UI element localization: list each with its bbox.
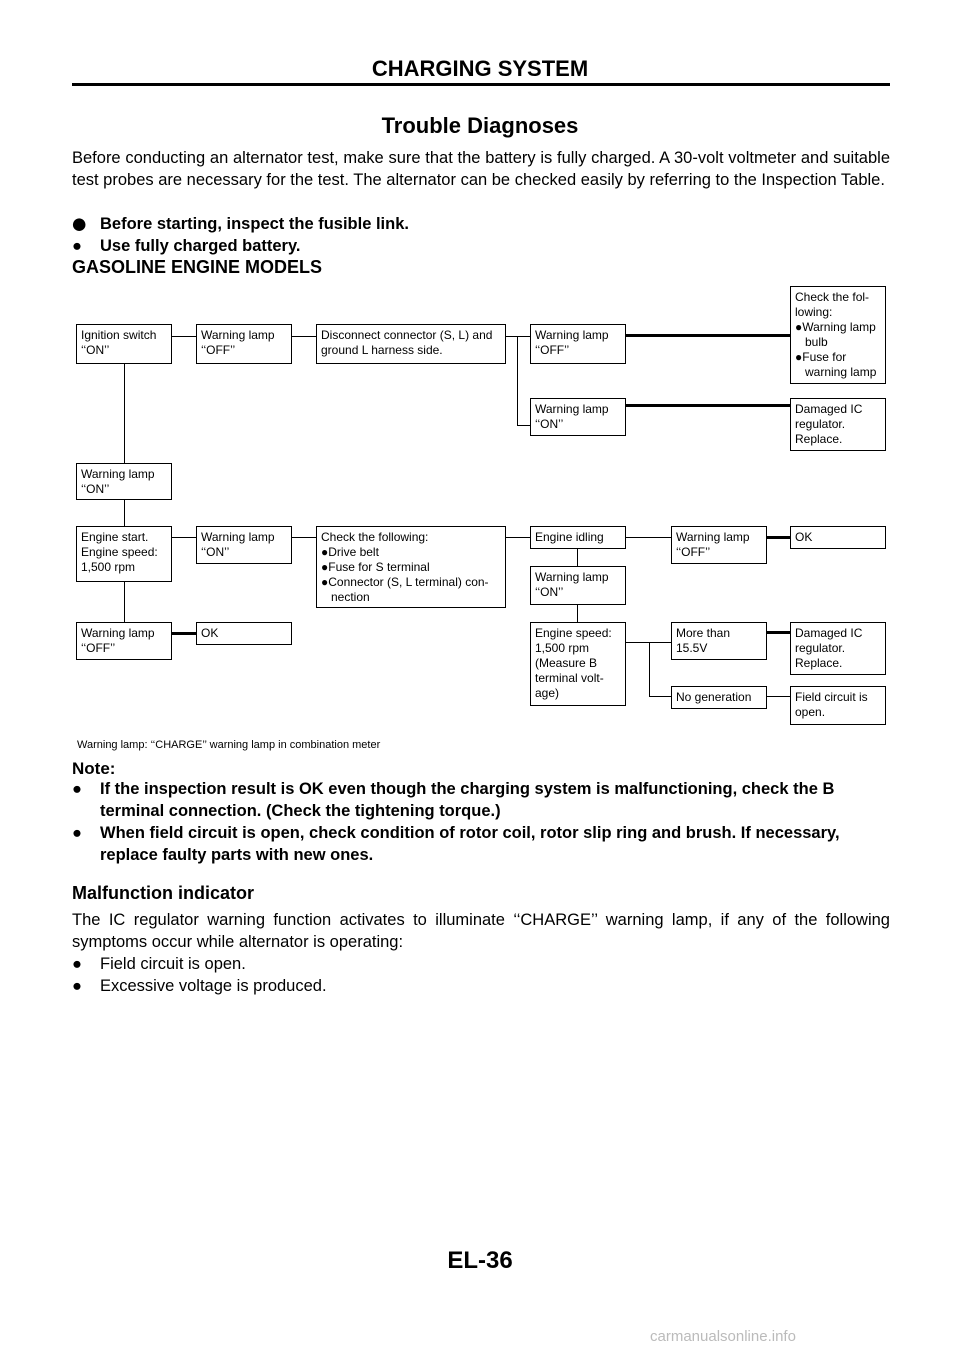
flow-connector [172,336,196,337]
flow-connector [517,336,518,426]
box-warning-lamp-on: Warning lamp ‘‘ON’’ [530,566,626,605]
flow-connector [506,336,530,337]
box-engine-idling: Engine idling [530,526,626,549]
bullet-icon: ● [72,955,82,973]
bullet-icon: ● [795,320,803,334]
box-damaged-ic: Damaged IC regulator. Replace. [790,622,886,675]
box-damaged-ic: Damaged IC regulator. Replace. [790,398,886,451]
box-no-generation: No generation [671,686,767,709]
flowchart-footnote: Warning lamp: ‘‘CHARGE’’ warning lamp in combination meter [77,739,381,751]
page-number: EL-36 [447,1247,513,1274]
section-header: CHARGING SYSTEM [371,56,589,81]
flow-connector [626,334,790,337]
box-ok: OK [196,622,292,645]
box-warning-lamp-on: Warning lamp ‘‘ON’’ [196,526,292,564]
flow-connector [124,582,125,622]
flow-connector [577,549,578,566]
intro-paragraph: Before conducting an alternator test, make sure that the battery is fully charged. A 30-volt voltmeter and suitable test probes are necessary for the test. The alternator can be checked easily by referring to the Inspection Table. [72,149,890,189]
flow-connector [767,631,790,634]
section-heading: GASOLINE ENGINE MODELS [72,257,323,277]
bullet-icon: ● [72,977,82,995]
flow-connector [292,537,316,538]
bullet-icon: ● [72,214,87,233]
box-check-following: Check the following: ●Drive belt ●Fuse for S terminal ●Connector (S, L terminal) con- nection [316,526,506,608]
flow-connector [124,500,125,526]
pre-check-text: Use fully charged battery. [100,237,301,255]
flow-connector [649,642,650,697]
box-warning-lamp-off: Warning lamp ‘‘OFF’’ [196,324,292,364]
watermark: carmanualsonline.info [650,1328,796,1345]
malfunction-paragraph: The IC regulator warning function activates to illuminate ‘‘CHARGE’’ warning lamp, if any of the following symptoms occur while alternator is operating: [72,911,890,951]
symptom-item: ● Excessive voltage is produced. [72,977,327,995]
flow-connector [577,605,578,623]
flow-connector [124,364,125,463]
bullet-icon: ● [72,237,82,255]
note-heading: Note: [72,759,116,778]
flow-connector [626,642,650,643]
pre-check-text: Before starting, inspect the fusible link. [100,215,409,233]
flow-connector [172,537,196,538]
bullet-icon: ● [795,350,803,364]
flow-connector [649,642,671,643]
box-engine-start: Engine start. Engine speed: 1,500 rpm [76,526,172,582]
page-title: Trouble Diagnoses [381,113,579,138]
flow-connector [626,404,790,407]
bullet-icon: ● [321,575,329,589]
header-rule [72,83,890,86]
pre-check-item [72,213,409,235]
box-engine-speed-b-terminal: Engine speed: 1,500 rpm (Measure B terminal volt- age) [530,622,626,706]
box-warning-lamp-off: Warning lamp ‘‘OFF’’ [530,324,626,364]
box-disconnect-connector: Disconnect connector (S, L) and ground L harness side. [316,324,506,364]
flow-connector [292,336,316,337]
malfunction-heading: Malfunction indicator [72,883,254,903]
box-warning-lamp-on: Warning lamp ‘‘ON’’ [76,463,172,500]
box-warning-lamp-on: Warning lamp ‘‘ON’’ [530,398,626,436]
box-warning-lamp-off: Warning lamp ‘‘OFF’’ [76,622,172,660]
flow-connector [767,536,790,539]
bullet-icon: ● [321,545,329,559]
bullet-icon: ● [72,780,82,798]
box-warning-lamp-off: Warning lamp ‘‘OFF’’ [671,526,767,564]
flow-connector [506,537,530,538]
box-more-than-15-5v: More than 15.5V [671,622,767,660]
flow-connector [172,632,196,635]
flow-connector [517,425,530,426]
flow-connector [767,696,790,697]
box-field-circuit-open: Field circuit is open. [790,686,886,725]
symptom-item: ● Field circuit is open. [72,955,246,973]
box-ok: OK [790,526,886,549]
bullet-icon: ● [72,824,82,842]
note-item: ● When field circuit is open, check condition of rotor coil, rotor slip ring and brush. If necessary, replace faulty parts with new ones. [72,824,840,864]
box-ignition-on: Ignition switch ‘‘ON’’ [76,324,172,364]
pre-check-item [72,235,301,257]
flow-connector [626,537,671,538]
flow-connector [649,696,671,697]
bullet-icon: ● [321,560,329,574]
note-item: ● If the inspection result is OK even though the charging system is malfunctioning, check the B terminal connection. (Check the tightening torque.) [72,780,835,820]
box-check-following: Check the fol- lowing: ●Warning lamp bulb ●Fuse for warning lamp [790,286,886,384]
